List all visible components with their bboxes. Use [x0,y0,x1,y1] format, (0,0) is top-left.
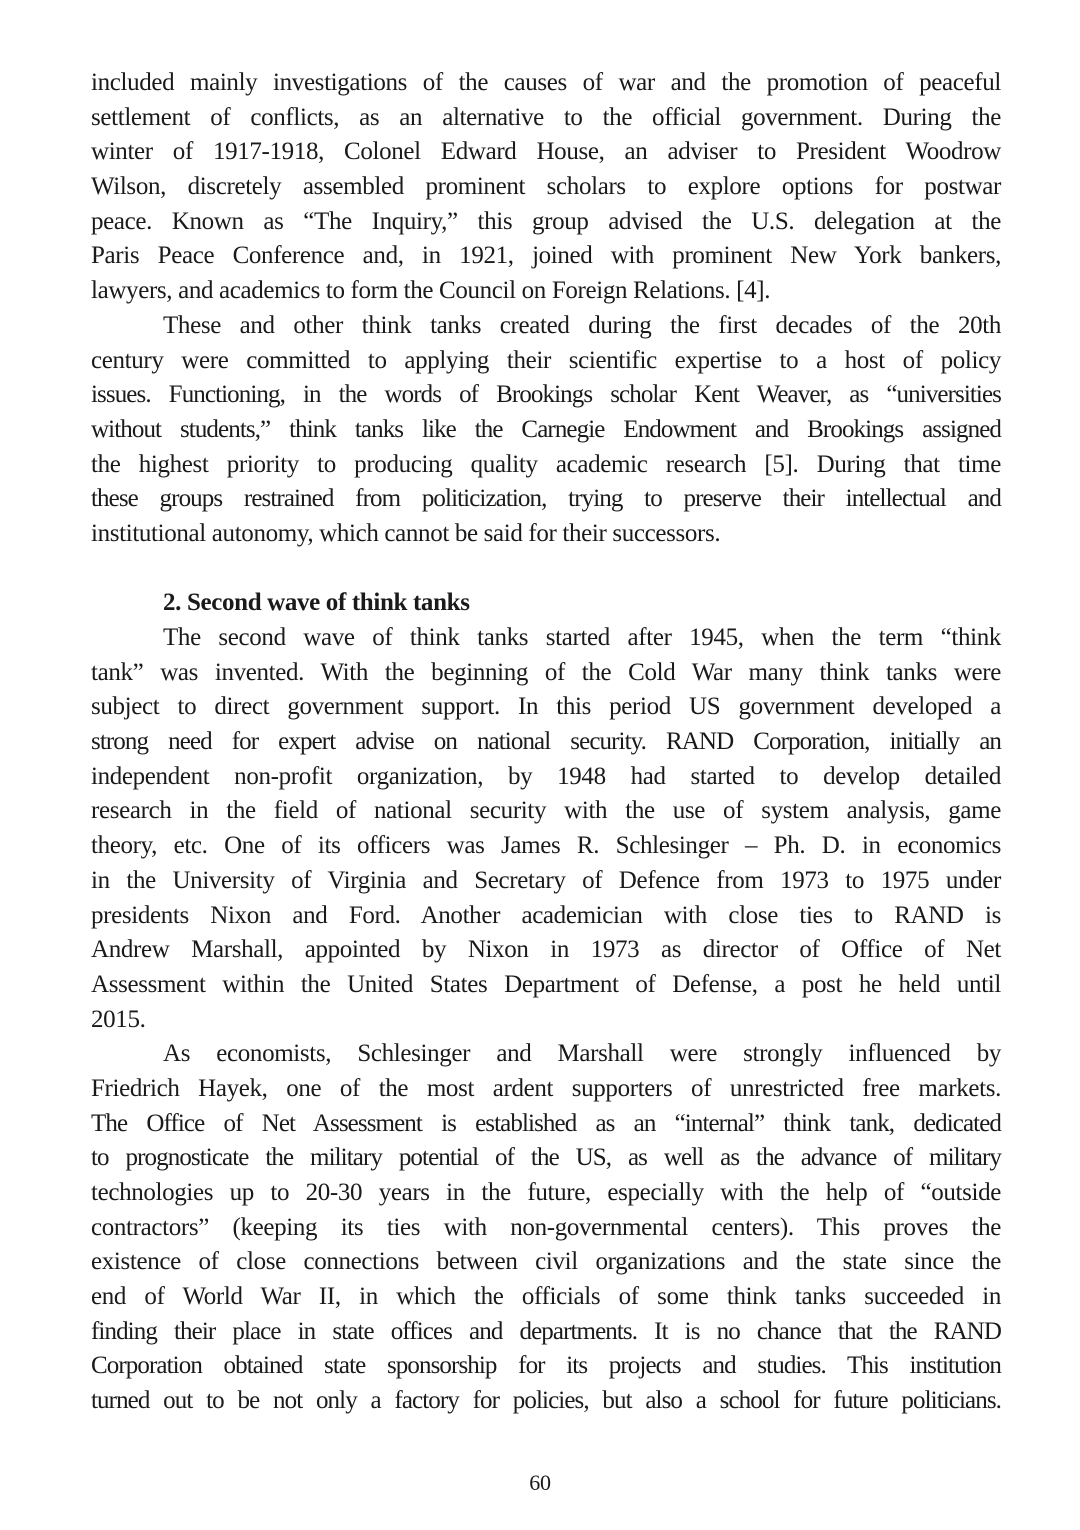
text-line: contractors” (keeping its ties with non-governmental centers). This proves the [91,1213,1001,1241]
paragraph-economists [91,1037,1001,1419]
text-line: Assessment within the United States Department of Defense, a post he held until [91,970,1001,998]
text-line: research in the field of national security with the use of system analysis, game [91,797,1001,825]
text-line: issues. Functioning, in the words of Brookings scholar Kent Weaver, as “universities [91,381,1001,409]
text-line: tank” was invented. With the beginning of the Cold War many think tanks were [91,658,1001,686]
text-line: Corporation obtained state sponsorship for its projects and studies. This institution [91,1352,1001,1380]
text-line: theory, etc. One of its officers was James R. Schlesinger – Ph. D. in economics [91,832,1001,860]
text-line: without students,” think tanks like the Carnegie Endowment and Brookings assigned [91,415,1001,443]
text-line: institutional autonomy, which cannot be said for their successors. [91,519,721,547]
text-line: These and other think tanks created during the first decades of the 20th [163,311,1001,339]
text-line: existence of close connections between civil organizations and the state since the [91,1248,1001,1276]
paragraph-inquiry [91,66,1001,309]
text-line: The second wave of think tanks started after 1945, when the term “think [163,624,1001,651]
text-line: century were committed to applying their scientific expertise to a host of policy [91,346,1001,374]
text-line: strong need for expert advise on national security. RAND Corporation, initially an [91,728,1001,756]
section-heading: 2. Second wave of think tanks [163,589,470,617]
text-line: lawyers, and academics to form the Council on Foreign Relations. [4]. [91,277,771,305]
text-line: independent non-profit organization, by 1948 had started to develop detailed [91,762,1001,790]
text-line: the highest priority to producing quality academic research [5]. During that time [91,450,1001,478]
text-line: As economists, Schlesinger and Marshall were strongly influenced by [163,1040,1001,1068]
text-line: Friedrich Hayek, one of the most ardent supporters of unrestricted free markets. [91,1074,1001,1102]
text-line: subject to direct government support. In this period US government developed a [91,693,1001,721]
text-line: end of World War II, in which the officials of some think tanks succeeded in [91,1283,1001,1311]
text-line: technologies up to 20-30 years in the future, especially with the help of “outside [91,1179,1001,1206]
text-line: settlement of conflicts, as an alternative to the official government. During the [91,103,1001,131]
text-line: turned out to be not only a factory for policies, but also a school for future politicians. [91,1387,1001,1415]
text-line: 2015. [91,1005,146,1033]
text-line: to prognosticate the military potential of the US, as well as the advance of military [91,1144,1001,1172]
text-line: included mainly investigations of the causes of war and the promotion of peaceful [91,69,1001,96]
text-line: peace. Known as “The Inquiry,” this group advised the U.S. delegation at the [91,207,1001,235]
page-number: 60 [529,1470,551,1495]
text-line: Paris Peace Conference and, in 1921, joined with prominent New York bankers, [91,242,1001,270]
paragraph-first-decades [91,309,1001,552]
text-line: finding their place in state offices and departments. It is no chance that the RAND [91,1317,1001,1345]
section-spacer [91,552,1001,587]
text-line: Wilson, discretely assembled prominent scholars to explore options for postwar [91,173,1001,201]
text-line: The Office of Net Assessment is established as an “internal” think tank, dedicated [91,1109,1001,1137]
text-line: these groups restrained from politicization, trying to preserve their intellectual and [91,485,1001,513]
text-line: presidents Nixon and Ford. Another academician with close ties to RAND is [91,901,1001,929]
paragraph-second-wave [91,621,1001,1037]
page-body [91,66,1001,1419]
text-line: winter of 1917-1918, Colonel Edward House, an adviser to President Woodrow [91,138,1001,166]
text-line: Andrew Marshall, appointed by Nixon in 1973 as director of Office of Net [91,936,1001,964]
text-line: in the University of Virginia and Secretary of Defence from 1973 to 1975 under [91,866,1001,894]
